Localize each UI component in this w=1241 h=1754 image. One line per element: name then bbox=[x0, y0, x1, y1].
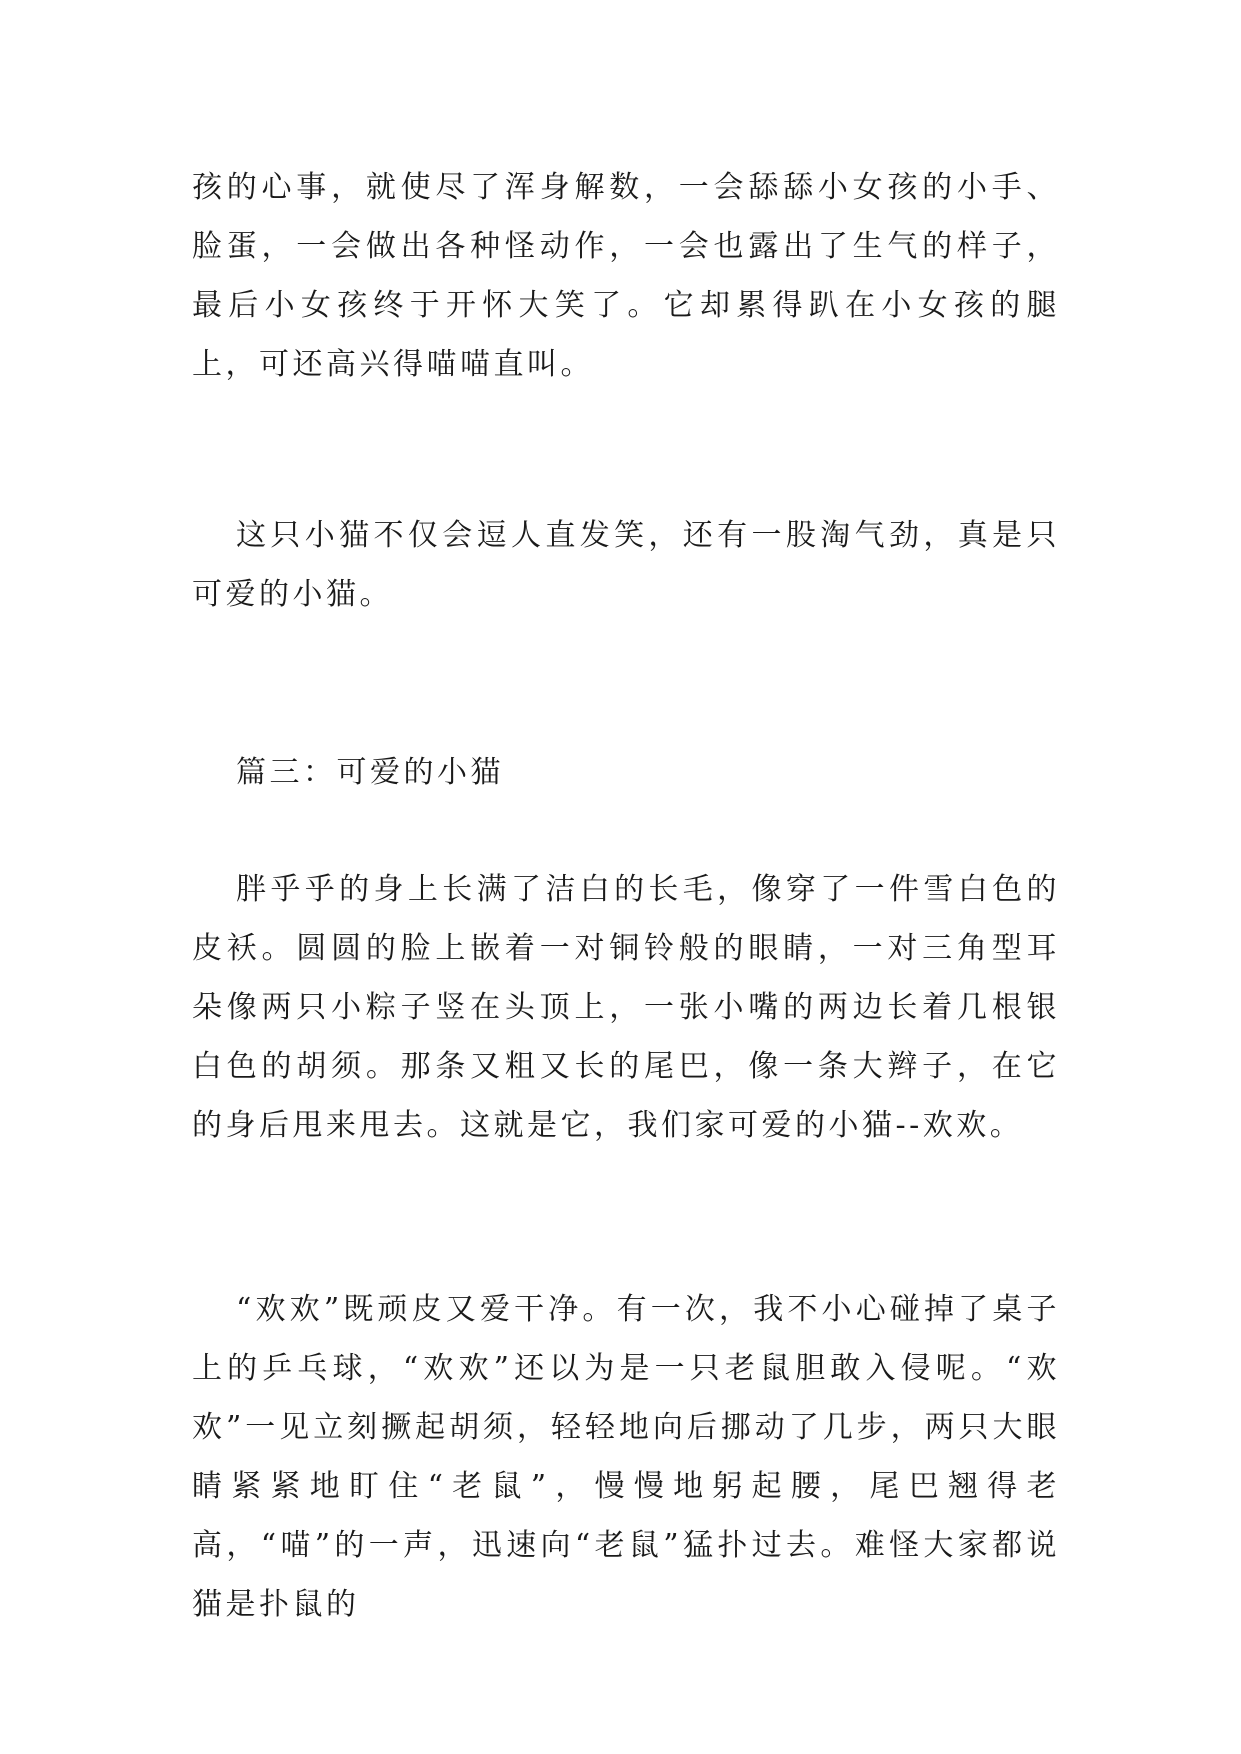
paragraph-continuation: 孩的心事，就使尽了浑身解数，一会舔舔小女孩的小手、脸蛋，一会做出各种怪动作，一会也露出了生气的样子，最后小女孩终于开怀大笑了。它却累得趴在小女孩的腿上，可还高兴得喵喵直叫。 bbox=[192, 170, 1060, 382]
paragraph-description: 胖乎乎的身上长满了洁白的长毛，像穿了一件雪白色的皮袄。圆圆的脸上嵌着一对铜铃般的眼睛，一对三角型耳朵像两只小粽子竖在头顶上，一张小嘴的两边长着几根银白色的胡须。那条又粗又长的尾巴，像一条大辫子，在它的身后甩来甩去。这就是它，我们家可爱的小猫--欢欢。 bbox=[192, 872, 1060, 1143]
paragraph-summary: 这只小猫不仅会逗人直发笑，还有一股淘气劲，真是只可爱的小猫。 bbox=[192, 518, 1060, 612]
section-heading: 篇三：可爱的小猫 bbox=[236, 755, 504, 790]
paragraph-story: “欢欢”既顽皮又爱干净。有一次，我不小心碰掉了桌子上的乒乓球，“欢欢”还以为是一只老鼠胆敢入侵呢。“欢欢”一见立刻撅起胡须，轻轻地向后挪动了几步，两只大眼睛紧紧地盯住“老鼠”，慢慢地躬起腰，尾巴翘得老高，“喵”的一声，迅速向“老鼠”猛扑过去。难怪大家都说猫是扑鼠的 bbox=[192, 1292, 1060, 1622]
